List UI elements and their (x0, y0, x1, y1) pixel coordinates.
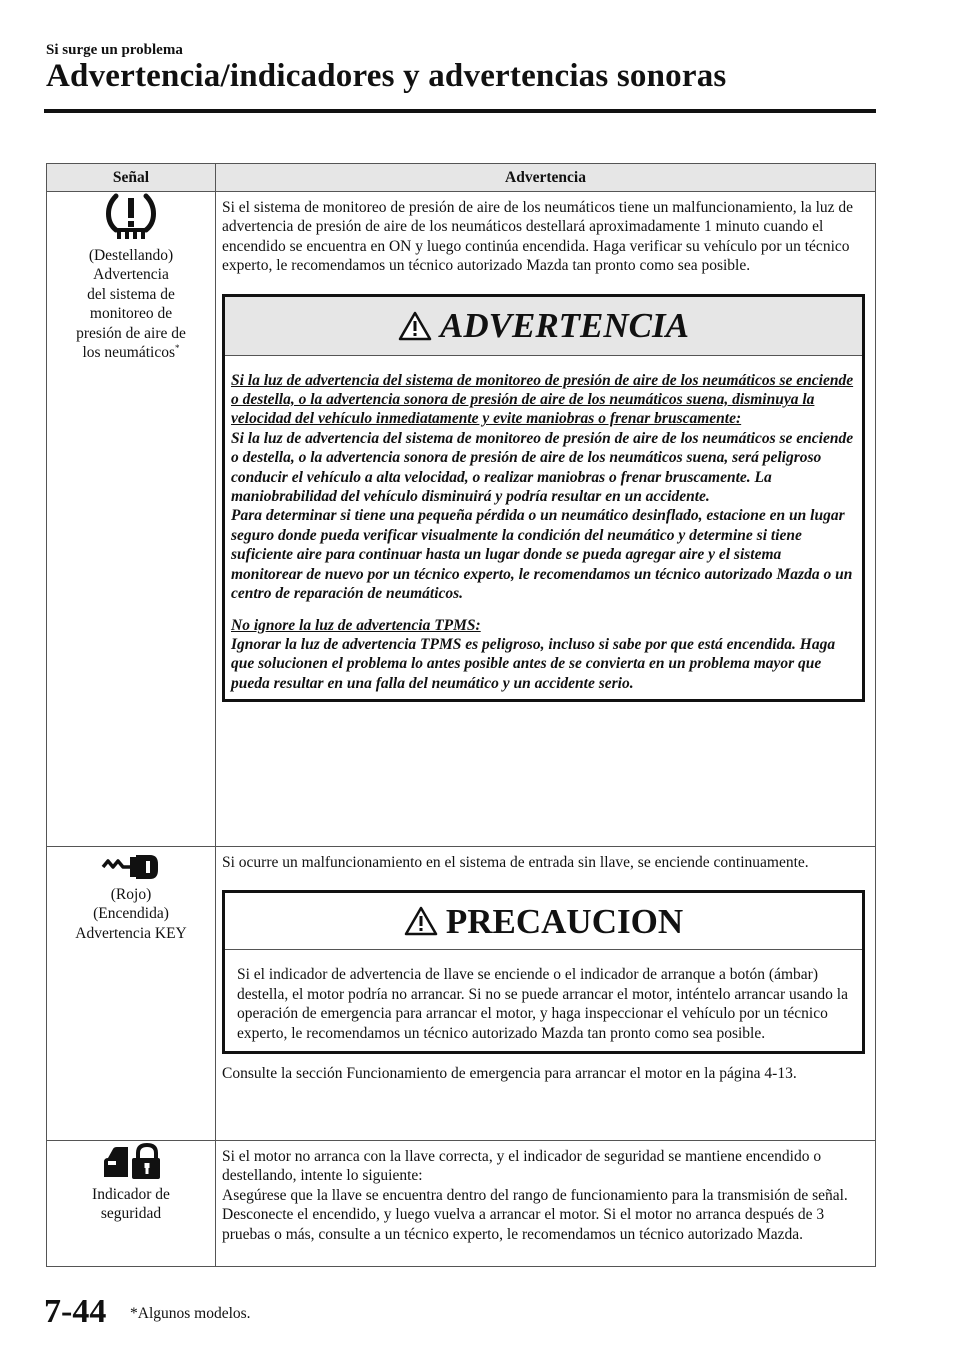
signal-cell (47, 1141, 216, 1267)
description-text: Asegúrese que la llave se encuentra dentro del rango de funcionamiento para la transmisión de señal. Desconecte el encendido, y luego vuelva a arrancar el motor. Si el motor no arranca después de 3 pruebas o más, consulte a un técnico experto, le recomendamos un técnico autorizado Mazda. (222, 1186, 848, 1243)
warning-triangle-icon (398, 311, 432, 341)
caution-box-title: PRECAUCION (445, 901, 684, 941)
description-cell (216, 192, 876, 847)
signal-label-line: Indicador de (92, 1186, 170, 1203)
warning-box (222, 294, 865, 703)
description-text: Consulte la sección Funcionamiento de emergencia para arrancar el motor en la página 4-13. (222, 1065, 797, 1083)
warning-heading-2: No ignore la luz de advertencia TPMS: (231, 616, 481, 634)
section-label: Si surge un problema (46, 42, 183, 58)
key-warning-icon (100, 847, 162, 881)
description-text: Si el sistema de monitoreo de presión de aire de los neumáticos tiene un malfuncionamiento, la luz de advertencia de presión de aire de los neumáticos destellará aproximadamente 1 minuto cuando el encendido se encuentra en ON y luego continúa encendida. Haga verificar su vehículo por un técnico experto, le recomendamos un técnico autorizado Mazda tan pronto como sea posible. (222, 199, 854, 275)
signal-label-text: los neumáticos (82, 344, 176, 362)
caution-box (222, 890, 865, 1054)
caution-triangle-icon (404, 906, 438, 936)
signal-label-line: (Destellando) (88, 247, 174, 264)
column-header-warning: Advertencia (216, 164, 876, 192)
signal-label-line: Advertencia (93, 266, 169, 284)
description-cell (216, 847, 876, 1141)
signal-label-line: (Rojo) (110, 886, 152, 903)
page-number: 7-44 (44, 1293, 107, 1330)
warning-paragraph: Si la luz de advertencia del sistema de monitoreo de presión de aire de los neumáticos se enciende o destella, o la advertencia sonora de presión de aire de los neumáticos suena, será peligroso conducir el vehículo a alta velocidad, o realizar maniobras o frenar bruscamente. La maniobrabilidad del vehículo disminuirá y podría resultar en un accidente. (231, 429, 854, 506)
column-header-signal: Señal (47, 164, 216, 192)
signal-label-line: presión de aire de (76, 324, 186, 342)
warning-box-body (225, 356, 862, 700)
tire-pressure-warning-icon (104, 192, 158, 242)
title-rule (44, 109, 876, 113)
warning-box-header (225, 297, 862, 356)
warning-table (46, 163, 876, 1267)
warning-paragraph: Ignorar la luz de advertencia TPMS es peligroso, incluso si sabe por que está encendida. Haga que solucionen el problema lo antes posible antes de se convierta en un problema mayor que pueda resultar en una falla del neumático y un accidente serio. (231, 635, 836, 692)
description-cell (216, 1141, 876, 1267)
signal-cell (47, 847, 216, 1141)
description-text: Si el motor no arranca con la llave correcta, y el indicador de seguridad se mantiene encendido o destellando, intente lo siguiente: (222, 1148, 822, 1185)
warning-box-title: ADVERTENCIA (440, 305, 689, 345)
table-row (47, 1141, 876, 1267)
table-row (47, 847, 876, 1141)
warning-paragraph: Para determinar si tiene una pequeña pérdida o un neumático desinflado, estacione en un lugar seguro donde pueda verificar visualmente la condición del neumático y determine si tiene suficiente aire para continuar hasta un lugar donde se pueda agregar aire y el sistema monitorear de nuevo por un técnico experto, le recomendamos un técnico autorizado Mazda o un centro de reparación de neumáticos. (231, 507, 853, 603)
warning-heading-1: Si la luz de advertencia del sistema de monitoreo de presión de aire de los neumáticos se enciende o destella, o la advertencia sonora de presión de aire de los neumáticos suena, disminuya la velocidad del vehículo inmediatamente y evite maniobras o frenar bruscamente: (231, 371, 854, 428)
page-title: Advertencia/indicadores y advertencias sonoras (46, 58, 727, 94)
footnote: *Algunos modelos. (130, 1305, 251, 1322)
signal-label-line (51, 343, 211, 362)
signal-cell (47, 192, 216, 847)
footnote-mark: * (175, 342, 180, 353)
signal-label-line: seguridad (100, 1205, 162, 1223)
signal-label-line: monitoreo de (89, 305, 173, 323)
signal-label-line: (Encendida) (93, 905, 169, 923)
table-header-row (47, 164, 876, 192)
signal-label-line: Advertencia KEY (75, 924, 187, 942)
signal-label-line: del sistema de (87, 285, 175, 303)
security-indicator-icon (100, 1141, 162, 1181)
caution-box-header (225, 893, 862, 950)
caution-box-body: Si el indicador de advertencia de llave se enciende o el indicador de arranque a botón (ámbar) destella, el motor podría no arrancar. Si no se puede arrancar el motor, inténtelo arrancar usando la operación de emergencia para arrancar el motor, y haga inspeccionar el vehículo por un técnico experto, le recomendamos un técnico autorizado Mazda tan pronto como sea posible. (237, 966, 848, 1042)
description-text: Si ocurre un malfuncionamiento en el sistema de entrada sin llave, se enciende continuamente. (222, 854, 809, 871)
table-row (47, 192, 876, 847)
